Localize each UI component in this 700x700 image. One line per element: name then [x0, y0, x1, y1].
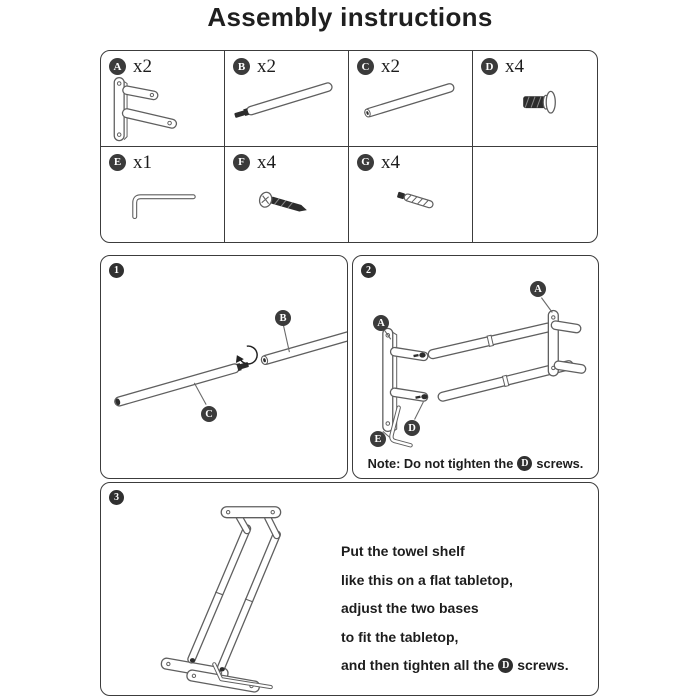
final-line-prefix: and then tighten all the: [341, 657, 495, 673]
callout-badge-b: B: [275, 310, 291, 326]
part-cell-b: [225, 51, 349, 147]
step-1-illustration: [101, 256, 347, 478]
note-prefix: Note: Do not tighten the: [367, 456, 514, 471]
step-3-panel: [100, 482, 599, 696]
part-cell-f: [225, 147, 349, 243]
page-title: Assembly instructions: [207, 2, 493, 32]
part-a-count: x2: [133, 56, 152, 77]
callout-badge-e: E: [370, 431, 386, 447]
step-1-panel: [100, 255, 348, 479]
note-suffix: screws.: [536, 456, 584, 471]
step-3-line-4: to fit the tabletop,: [341, 628, 459, 645]
part-g-count: x4: [381, 151, 400, 173]
callout-badge-d: D: [404, 420, 420, 436]
empty-cell: [473, 147, 597, 243]
parts-table: [100, 50, 598, 243]
part-e-badge: E: [109, 154, 126, 171]
step-3-final-line: [341, 651, 597, 680]
part-a-badge: A: [109, 58, 126, 75]
step-2-panel: [352, 255, 599, 479]
part-f-count: x4: [257, 151, 276, 173]
part-cell-c: [349, 51, 473, 147]
callout-badge-c: C: [201, 406, 217, 422]
step-3-text: [341, 537, 597, 680]
callout-badge-a-right: A: [530, 281, 546, 297]
part-e-count: x1: [133, 151, 152, 173]
step-2-number-badge: 2: [361, 263, 376, 278]
step-3-line-3: adjust the two bases: [341, 600, 479, 616]
part-c-badge: C: [357, 58, 374, 75]
step-2-illustration: [353, 256, 598, 478]
final-line-suffix: screws.: [517, 657, 569, 673]
step-3-line-2: like this on a flat tabletop,: [341, 571, 513, 588]
step-1-number-badge: 1: [109, 263, 124, 278]
step-3-line-1: Put the towel shelf: [341, 543, 465, 559]
part-cell-d: [473, 51, 597, 147]
callout-badge-a-left: A: [373, 315, 389, 331]
step-2-note: [353, 456, 598, 471]
note-d-badge: D: [517, 456, 532, 471]
part-d-count: x4: [505, 56, 524, 77]
part-d-badge: D: [481, 58, 498, 75]
part-b-count: x2: [257, 56, 276, 77]
step-3-number-badge: 3: [109, 490, 124, 505]
part-g-badge: G: [357, 154, 374, 171]
part-c-count: x2: [381, 56, 400, 77]
final-line-d-badge: D: [498, 658, 513, 673]
part-cell-g: [349, 147, 473, 243]
part-b-badge: B: [233, 58, 250, 75]
part-cell-a: [101, 51, 225, 147]
part-f-badge: F: [233, 154, 250, 171]
part-cell-e: [101, 147, 225, 243]
